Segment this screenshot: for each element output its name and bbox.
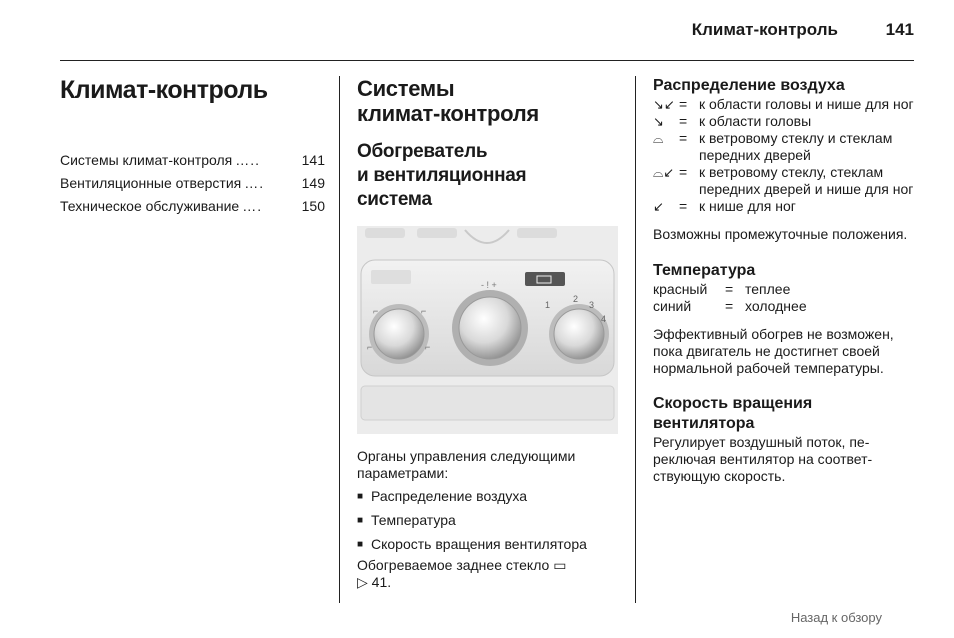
temperature-note: Эффективный обогрев не возможен, пока двигатель не достигнет своей нормальной рабочей температуры.	[653, 326, 894, 376]
bullet-icon: ■	[357, 515, 364, 526]
page-number: 141	[885, 20, 914, 39]
reference-arrow-icon: ▷	[357, 574, 368, 590]
fan-speed-title-line1: Скорость вращения	[653, 395, 813, 412]
equals-sign: =	[725, 281, 734, 297]
rear-window-icon: ▭	[553, 557, 567, 573]
table-of-contents	[60, 149, 325, 218]
air-item-text: к области головы и нише для ног	[699, 96, 914, 112]
toc-label: Техническое обслуживание	[60, 198, 240, 214]
temperature-title: Температура	[653, 262, 756, 279]
air-item-text: к ветровому стеклу, стеклам передних дверей и нише для ног	[699, 164, 914, 197]
list-item-text: Температура	[371, 512, 456, 528]
equals-sign: =	[679, 198, 688, 214]
toc-dots: ….	[244, 175, 265, 191]
toc-entry[interactable]	[60, 149, 325, 172]
climate-control-panel-image	[357, 226, 618, 434]
air-distribution-title: Распределение воздуха	[653, 77, 845, 94]
toc-entry[interactable]	[60, 172, 325, 195]
list-item	[357, 536, 622, 553]
equals-sign: =	[679, 130, 688, 146]
chapter-title: Климат-контроль	[60, 76, 268, 104]
subsection-title	[357, 140, 622, 212]
right-column	[653, 76, 915, 485]
equals-sign: =	[679, 164, 688, 180]
intro-text: Органы управления следующими параметрами:	[357, 448, 576, 481]
air-distribution-knob[interactable]	[374, 309, 424, 359]
section-title	[357, 76, 622, 126]
column-divider-1	[339, 76, 340, 603]
list-item	[357, 512, 622, 529]
fan-label-3: 3	[589, 300, 595, 310]
air-item	[653, 164, 915, 198]
equals-sign: =	[679, 113, 688, 129]
fan-label-2: 2	[573, 294, 579, 304]
temp-item	[653, 281, 915, 298]
windshield-icon: ⌓	[653, 131, 664, 146]
head-and-foot-icon: ↘↙	[653, 97, 675, 112]
toc-page: 150	[301, 198, 325, 214]
column-divider-2	[635, 76, 636, 603]
air-item-text: к ветровому стеклу и стеклам передних дверей	[699, 130, 893, 163]
header-rule	[60, 60, 914, 61]
section-title-line2: климат-контроля	[357, 101, 539, 126]
fan-label-1: 1	[545, 300, 551, 310]
air-item	[653, 96, 915, 113]
subsection-title-line1: Обогреватель	[357, 141, 488, 162]
fan-label-4: 4	[601, 314, 607, 324]
middle-column	[357, 76, 622, 591]
air-item	[653, 198, 915, 215]
toc-entry[interactable]	[60, 195, 325, 218]
temp-value: теплее	[745, 281, 791, 297]
toc-label: Системы климат-контроля	[60, 152, 233, 168]
air-mark-icon: ⌐	[373, 306, 379, 316]
temp-key: красный	[653, 281, 708, 297]
foot-icon: ↙	[653, 199, 664, 214]
control-list	[357, 488, 622, 553]
rear-window-ref[interactable]: 41.	[371, 574, 392, 590]
windshield-foot-icon: ⌓↙	[653, 165, 675, 180]
rear-window-text	[357, 557, 622, 591]
air-item-text: к нише для ног	[699, 198, 796, 214]
air-item	[653, 113, 915, 130]
storage-compartment	[361, 386, 614, 420]
temp-item	[653, 298, 915, 315]
temp-key: синий	[653, 298, 692, 314]
section-title-line1: Системы	[357, 76, 455, 101]
air-mark-icon: ⌐	[367, 342, 373, 352]
toc-dots: ….	[242, 198, 263, 214]
toc-label: Вентиляционные отверстия	[60, 175, 242, 191]
equals-sign: =	[725, 298, 734, 314]
vent-slot-left	[365, 228, 405, 238]
air-item-text: к области головы	[699, 113, 812, 129]
bullet-icon: ■	[357, 491, 364, 502]
temperature-knob[interactable]	[459, 297, 521, 359]
toc-dots: …..	[235, 152, 261, 168]
left-column	[60, 76, 325, 218]
list-item-text: Распределение воздуха	[371, 488, 527, 504]
panel-plate	[371, 270, 411, 284]
air-mark-icon: ⌐	[425, 342, 431, 352]
subsection-title-line3: система	[357, 189, 432, 210]
fan-speed-title-line2: вентилятора	[653, 415, 755, 432]
vent-slot-mid-left	[417, 228, 457, 238]
subsection-title-line2: и вентиляционная	[357, 165, 527, 186]
toc-page: 149	[301, 175, 325, 191]
head-icon: ↘	[653, 114, 664, 129]
back-to-overview-link[interactable]: Назад к обзору	[790, 610, 882, 625]
fan-speed-knob[interactable]	[554, 309, 607, 359]
air-mark-icon: ⌐	[421, 306, 427, 316]
air-item	[653, 130, 915, 164]
equals-sign: =	[679, 96, 688, 112]
air-note: Возможны промежуточные положения.	[653, 226, 908, 242]
toc-page: 141	[301, 152, 325, 168]
rear-window-button[interactable]	[525, 272, 565, 286]
vent-slot-mid-right	[517, 228, 557, 238]
temp-marks: - ! +	[481, 280, 497, 290]
fan-speed-title	[653, 394, 915, 434]
rear-window-label: Обогреваемое заднее стекло	[357, 557, 550, 573]
fan-speed-note: Регулирует воздушный поток, переключая вентилятор на соответствующую скорость.	[653, 434, 873, 484]
header-title: Климат-контроль	[691, 20, 838, 39]
list-item-text: Скорость вращения вентилятора	[371, 536, 587, 552]
list-item	[357, 488, 622, 505]
bullet-icon: ■	[357, 539, 364, 550]
temp-value: холоднее	[745, 298, 807, 314]
